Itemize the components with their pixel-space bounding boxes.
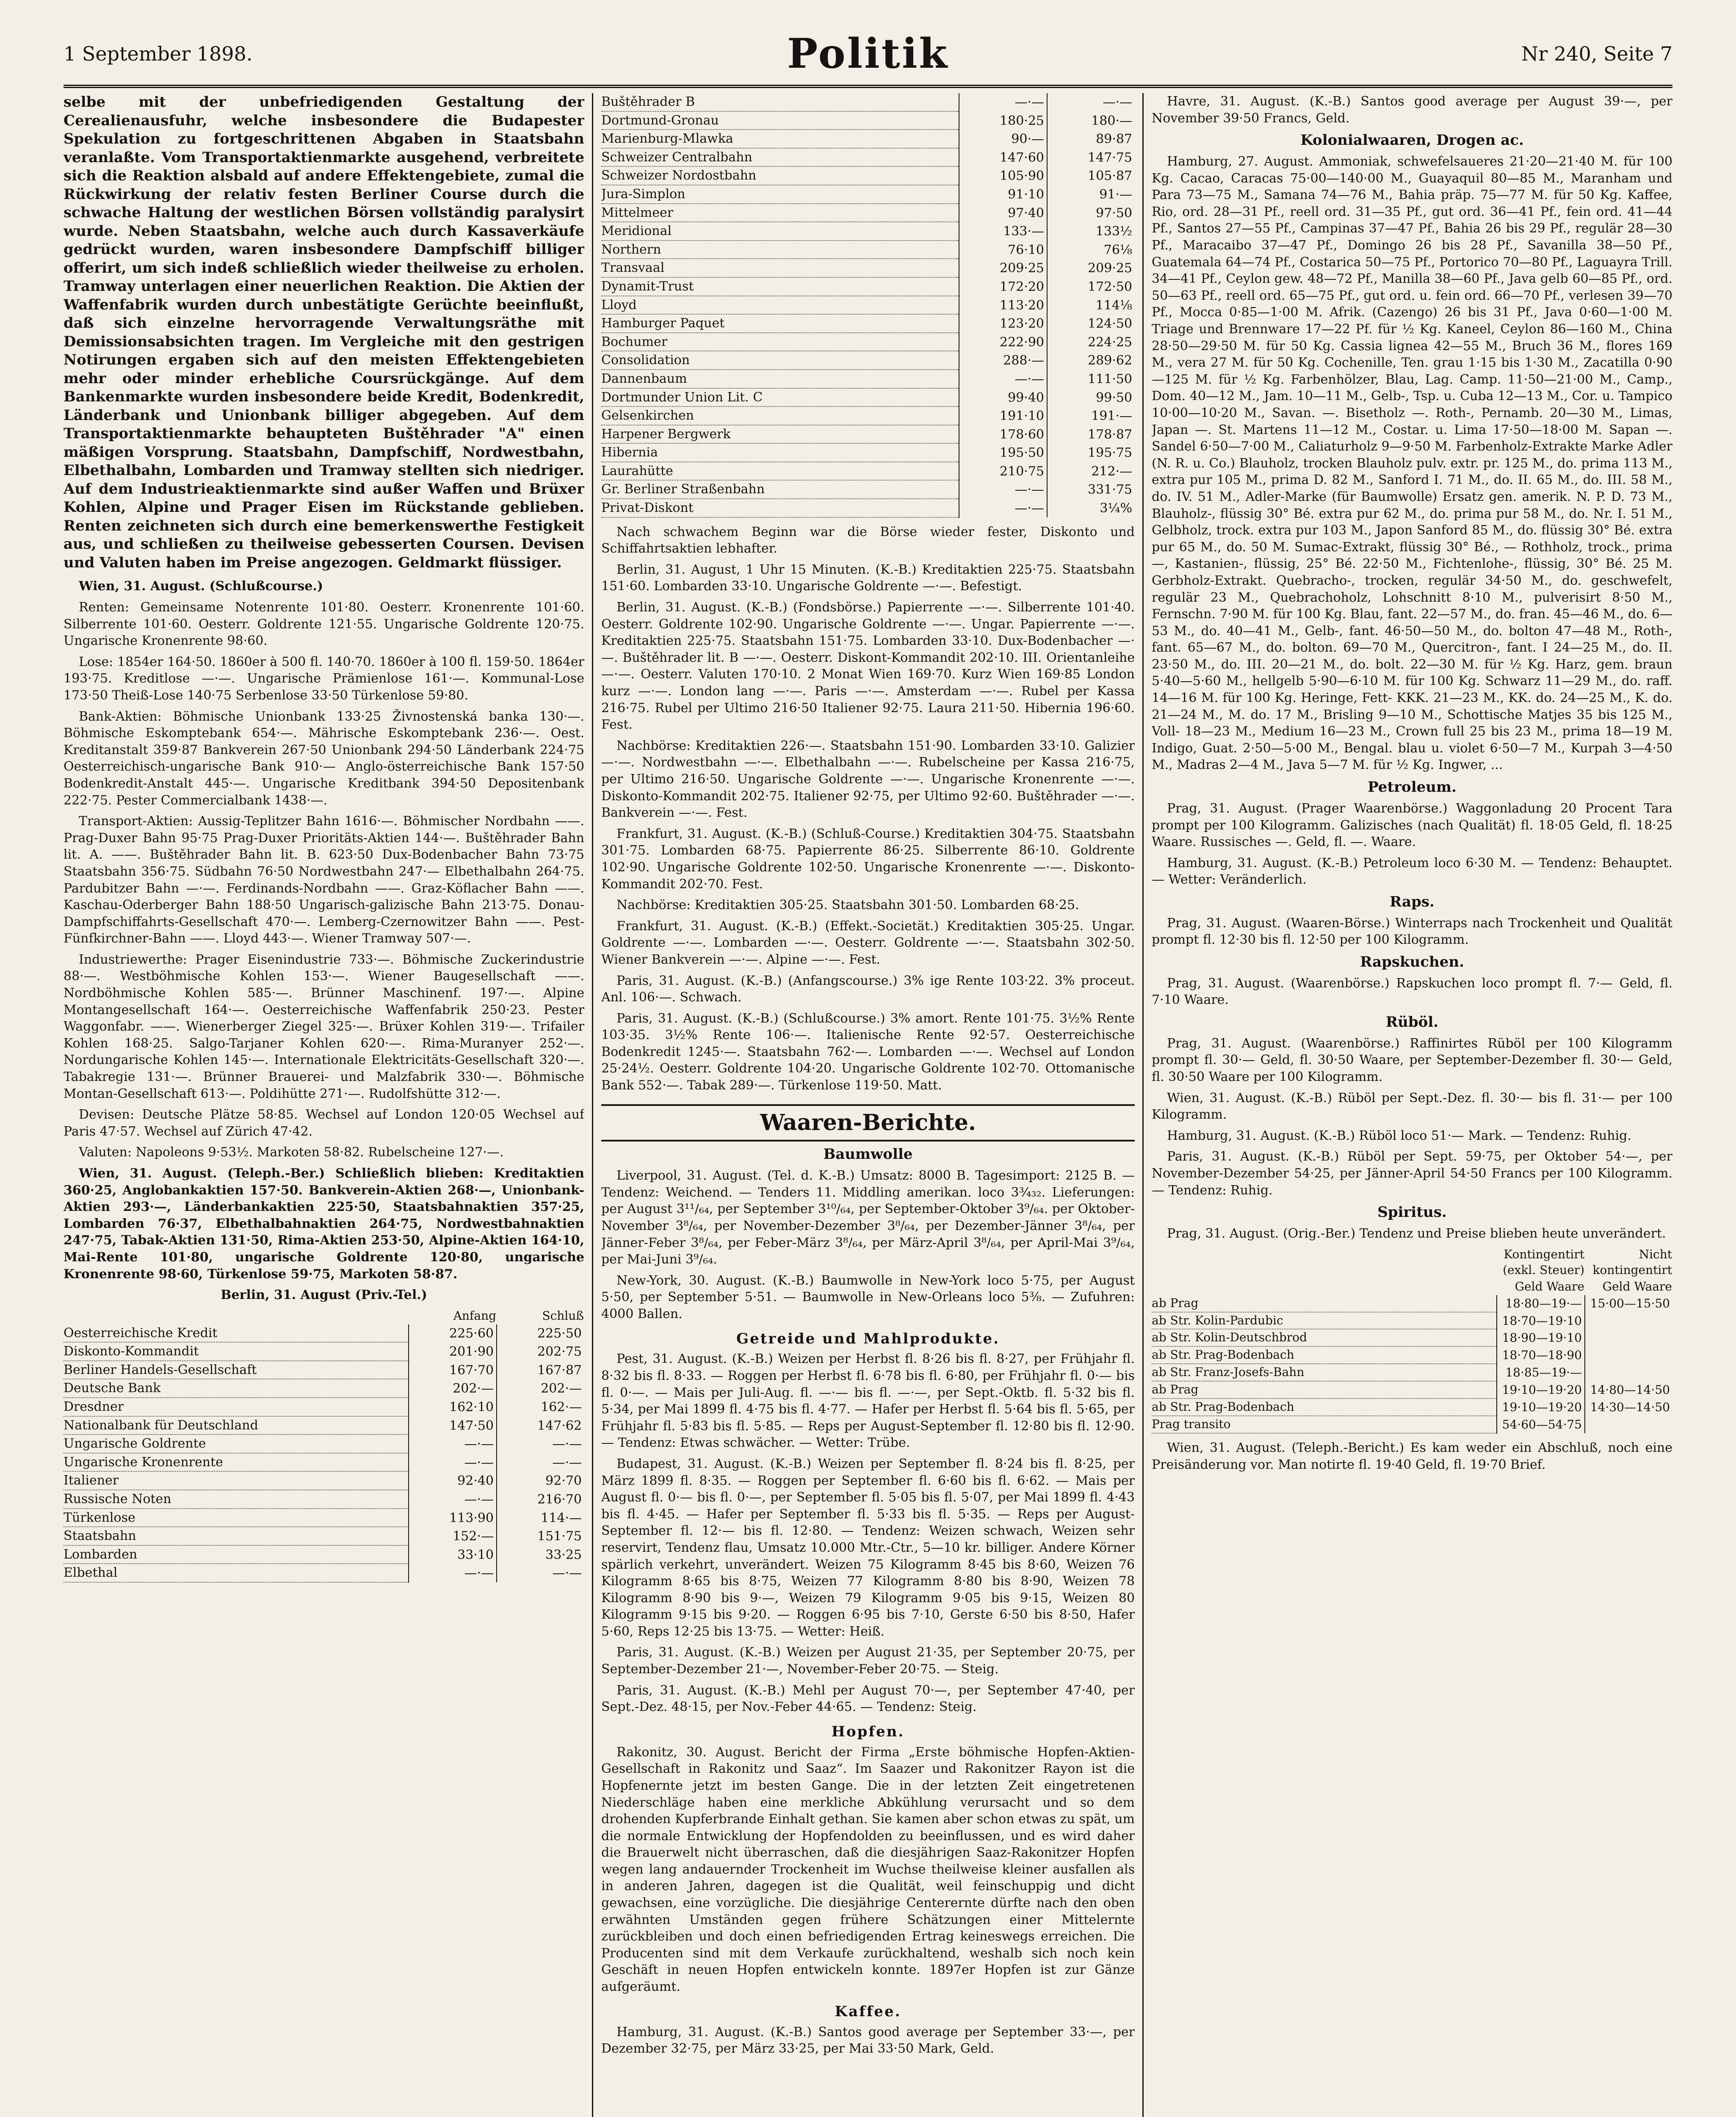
table-row <box>601 406 1135 425</box>
petroleum-prag: Prag, 31. August. (Prager Waarenbörse.) Waggonladung 20 Procent Tara prompt per 100 Kilogramm. Galizisches (nach Qualität) fl. 18·05 Geld, fl. 18·25 Waare. Russisches —. Geld, fl. —. Waare. <box>1152 801 1672 850</box>
paris-anfang: Paris, 31. August. (K.-B.) (Anfangscourse.) 3% ige Rente 103·22. 3% proceut. Anl. 106·—. Schwach. <box>601 973 1135 1005</box>
pest-report-2: Budapest, 31. August. (K.-B.) Weizen per September fl. 8·24 bis fl. 8·25, per März 1899 fl. 8·35. — Roggen per September fl. 6·60 bis fl. 6·62. — Mais per August fl. 0·— bis fl. 0·—, per September fl. 5·05 bis fl. 5·07, per Mai 1899 fl. 4·43 bis fl. 4·45. — Hafer per September fl. 5·33 bis fl. 5·35. — Reps per August-September fl. 12·— bis fl. 12·80. — Tendenz: Weizen schwach, Weizen sehr reservirt, Tendenz flau, Umsatz 10.000 Mtr.-Ctr., 5—10 kr. billiger. Andere Körner spärlich verkehrt, unverändert. Weizen 75 Kilogramm 8·45 bis 8·60, Weizen 76 Kilogramm 8·65 bis 8·75, Weizen 77 Kilogramm 8·80 bis 8·90, Weizen 78 Kilogramm 8·90 bis 9·—, Weizen 79 Kilogramm 9·05 bis 9·15, Weizen 80 Kilogramm 9·15 bis 9·20. — Roggen 6·95 bis 7·10, Gerste 6·50 bis 8·50, Hafer 5·60, Reps 12·25 bis 13·75. — Wetter: Heiß. <box>601 1456 1135 1639</box>
security-name: Hamburger Paquet <box>601 314 959 333</box>
spiritus-location: ab Str. Franz-Josefs-Bahn <box>1152 1364 1497 1381</box>
table-cell-anfang: 113·20 <box>959 296 1047 315</box>
table-cell-schluss <box>1585 1346 1672 1364</box>
table-cell-anfang: 97·40 <box>959 204 1047 222</box>
petroleum-heading: Petroleum. <box>1368 779 1457 796</box>
table-cell-anfang: 18·85—19·— <box>1497 1364 1585 1381</box>
ruebol-hamburg: Hamburg, 31. August. (K.-B.) Rüböl loco 51·— Mark. — Tendenz: Ruhig. <box>1167 1128 1631 1143</box>
table-cell-schluss: —·— <box>497 1564 584 1582</box>
table-cell-schluss: 209·25 <box>1047 259 1135 277</box>
table-cell-schluss: 224·25 <box>1047 333 1135 351</box>
kaffee-report: Hamburg, 31. August. (K.-B.) Santos good average per September 33·—, per Dezember 32·75, per März 33·25, per Mai 33·50 Mark, Geld. <box>601 2024 1135 2056</box>
table-cell-schluss: 105·87 <box>1047 166 1135 185</box>
rapskuchen-report: Prag, 31. August. (Waarenbörse.) Rapskuchen loco prompt fl. 7·— Geld, fl. 7·10 Waare. <box>1152 976 1672 1008</box>
spiritus-wien: Wien, 31. August. (Teleph.-Bericht.) Es kam weder ein Abschluß, noch eine Preisänderung vor. Man notirte fl. 19·40 Geld, fl. 19·70 Brief. <box>1152 1440 1672 1472</box>
spiritus-location: ab Prag <box>1152 1381 1497 1398</box>
table-row <box>601 204 1135 222</box>
table-cell-schluss: 216·70 <box>497 1490 584 1509</box>
table-cell-anfang: 195·50 <box>959 443 1047 462</box>
security-name: Schweizer Nordostbahn <box>601 166 959 185</box>
paris-weizen: Paris, 31. August. (K.-B.) Weizen per August 21·35, per September 20·75, per September-Dezember 21·—, November-Feber 20·75. — Steig. <box>601 1645 1135 1677</box>
table-cell-schluss <box>1585 1416 1672 1433</box>
security-name: Mittelmeer <box>601 204 959 222</box>
table-row <box>1152 1381 1672 1398</box>
table-row <box>601 333 1135 351</box>
table-cell-anfang: 147·60 <box>959 148 1047 167</box>
petroleum-hamburg: Hamburg, 31. August. (K.-B.) Petroleum loco 6·30 M. — Tendenz: Behauptet. — Wetter: Veränderlich. <box>1152 855 1672 887</box>
berlin-nachboerse: Nachbörse: Kreditaktien 226·—. Staatsbahn 151·90. Lombarden 33·10. Galizier —·—. Nordwestbahn —·—. Elbethalbahn —·—. Rubelscheine per Kassa 216·75, per Ultimo 216·50. Ungarische Goldrente —·—. Ungarische Kronenrente —·—. Diskonto-Kommandit 202·75. Italiener 92·75, per Ultimo 92·60. Buštěhrader —·—. Bankverein —·—. Fest. <box>601 738 1135 821</box>
ruebol-prag: Prag, 31. August. (Waarenbörse.) Raffinirtes Rüböl per 100 Kilogramm prompt fl. 30·— Geld, fl. 30·50 Waare, per September-Dezember fl. 30·— Geld, fl. 30·50 Waare per 100 Kilogramm. <box>1152 1036 1672 1085</box>
spiritus-location: ab Prag <box>1152 1295 1497 1312</box>
table-cell-schluss: 151·75 <box>497 1527 584 1545</box>
table-cell-anfang: 33·10 <box>409 1545 497 1564</box>
table-cell-anfang: —·— <box>409 1434 497 1453</box>
spiritus-header-kontingentirt: Kontingentirt (exkl. Steuer) <box>1503 1247 1584 1277</box>
table-cell-schluss <box>1585 1364 1672 1381</box>
getreide-heading: Getreide und Mahlprodukte. <box>736 1330 1000 1347</box>
table-row <box>64 1361 584 1379</box>
column-3 <box>1152 93 1672 2117</box>
table-row <box>64 1564 584 1582</box>
table-cell-schluss: 202·75 <box>497 1342 584 1361</box>
table-cell-anfang: 19·10—19·20 <box>1497 1381 1585 1398</box>
spiritus-header-nicht-kontingentirt: Nicht kontingentirt <box>1592 1247 1672 1277</box>
security-name: Italiener <box>64 1471 409 1490</box>
table-cell-anfang: 172·20 <box>959 277 1047 296</box>
newyork-report: New-York, 30. August. (K.-B.) Baumwolle in New-York loco 5·75, per August 5·50, per September 5·51. — Baumwolle in New-Orleans loco 5⅜. — Zufuhren: 4000 Ballen. <box>601 1273 1135 1321</box>
hamburg-kolonial-report: Hamburg, 27. August. Ammoniak, schwefelsaueres 21·20—21·40 M. für 100 Kg. Cacao, Caracas 75·00—140·00 M., Guayaquil 80—85 M., Maranham und Para 73—75 M., Samana 74—76 M., Bahia präp. 75—77 M. für 50 Kg. Kaffee, Rio, ord. 28—31 Pf., reell ord. 31—35 Pf., gut ord. 36—41 Pf., fein ord. 41—44 Pf., Santos 27—55 Pf., Campinas 37—47 Pf., Bahia 26 bis 29 Pf., regulär 28—30 Pf., Maracaibo 37—47 Pf., Domingo 26 bis 28 Pf., Savanilla 38—50 Pf., Guatemala 64—74 Pf., Costarica 50—75 Pf., Portorico 70—80 Pf., Laguayra Trill. 34—41 Pf., Ceylon gew. 48—72 Pf., Manilla 38—60 Pf., Java gelb 60—85 Pf., ord. 50—63 Pf., reell ord. 65—75 Pf., gut ord. u. fein ord. 66—70 Pf., verlesen 39—70 Pf., Mocca 0·85—1·00 M. Afrik. (Cazengo) 26 bis 31 Pf., Java 0·60—1·00 M. Triage und Brennware 17—22 Pf. für ½ Kg. Kaneel, Ceylon 86—160 M., China 28·50—29·50 M. für 50 Kg. Cassia lignea 42—55 M., Bruch 36 M., flores 169 M., vera 27 M. für 50 Kg. Cochenille, Ten. grau 1·15 bis 1·30 M., Zacatilla 0·90—125 M. für ½ Kg. Farbenhölzer, Blau, Lag. Camp. 11·50—21·00 M., Camp., Dom. 40—12 M., Jam. 10—11 M., Gelb-, Tsp. u. Cuba 12—13 M., Cor. u. Tampico 10·00—10·20 M., Savan. —. Bisetholz —. Roth-, Pernamb. 20—30 M., Limas, Japan —. St. Martens 11—12 M., Costar. u. Lima 17·50—18·00 M. Sapan —. Sandel 6·50—7·00 M., Caliaturholz 9—9·50 M. Farbenholz-Extrakte Marke Adler (N. R. u. Co.) Blauholz, trocken Blauholz pulv. extr. pr. 125 M., do. prima 113 M., extra pur 105 M., prima D. 82 M., Sanford I. 71 M., do. II. 65 M., do. III. 58 M., do. IV. 51 M., Adler-Marke (für Baumwolle) Ersatz gen. amerik. N. P. D. 73 M., Blauholz-, flüssig 30° Bé. extra pur 62 M., do. prima pur 58 M., do. Nr. I. 51 M., Gelbholz, trock. extra pur 103 M., Japon Sanford 85 M., do. flüssig 30° Bé. extra pur 65 M., do. 50 M. Sumac-Extrakt, flüssig 30° Bé., — Rothholz, trock., prima —, Kastanien-, flüssig, 25° Bé. 22·50 M., Fichtenlohe-, flüssig, 30° Bé. 25 M. Gerbholz-Extrakt. Quebracho-, trocken, regulär 34·50 M., do. geschwefelt, regulär 23 M., Quebrachoholz, Lohschnitt 8·10 M., pulverisirt 8·50 M., Fernschn. 7·90 M. für 100 Kg. Blau, fant. 22—57 M., do. fran. 45—46 M., do. 6—53 M., do. 40—41 M., Gelb-, fant. 46·50—50 M., do. bolton 47—48 M., Roth-, fant. 65—67 M., do. bolton. 69—70 M., Quercitron-, fant. I 24—25 M., do. II. 23·50 M., do. III. 20—21 M., do. bolt. 22—30 M. für ½ Kg. Harz, gem. braun 5·40—5·60 M., hellgelb 5·90—6·10 M. für 100 Kg. Schwarz 11—29 M., do. raff. 14—16 M. für 100 Kg. Heringe, Fett- KKK. 21—23 M., KK. do. 24—25 M., K. do. 21—24 M., M. do. 17 M., Brisling 9—10 M., Schottische Matjes 35 bis 125 M., Voll- 18—23 M., Medium 16—23 M., Crown full 25 bis 23 M., prima 18—19 M. Indigo, Guat. 2·50—5·00 M., Bengal. blau u. violet 6·50—7 M., Kurpah 3—4·50 M., Madras 2—4 M., Java 5—7 M. für ½ Kg. Ingwer, ... <box>1152 154 1672 773</box>
table-cell-anfang: —·— <box>409 1453 497 1472</box>
industriewerthe-paragraph: Industriewerthe: Prager Eisenindustrie 733·—. Böhmische Zuckerindustrie 88·—. Westböhmische Kohlen 153·—. Wiener Baugesellschaft ——. Nordböhmische Kohlen 585·—. Brünner Maschinenf. 197·—. Alpine Montangesellschaft 164·—. Oesterreichische Waffenfabrik 250·23. Pester Waggonfabr. ——. Wienerberger Ziegel 325·—. Brüxer Kohlen 319·—. Trifailer Kohlen 168·25. Salgo-Tarjaner Kohlen 620·—. Rima-Muranyer 252·—. Nordungarische Kohlen 145·—. Internationale Elektricitäts-Gesellschaft 320·—. Tabakregie 131·—. Brünner Brauerei- und Malzfabrik 330·—. Böhmische Montan-Gesellschaft 613·—. Poldihütte 271·—. Rudolfshütte 312·—. <box>64 952 584 1101</box>
ruebol-wien: Wien, 31. August. (K.-B.) Rüböl per Sept.-Dez. fl. 30·— bis fl. 31·— per 100 Kilogramm. <box>1152 1090 1672 1122</box>
table-cell-anfang: 133·— <box>959 222 1047 240</box>
frankfurt-societaet: Frankfurt, 31. August. (K.-B.) (Effekt.-Societät.) Kreditaktien 305·25. Ungar. Goldrente —·—. Lombarden —·—. Oesterr. Goldrente —·—. Staatsbahn 302·50. Wiener Bankverein —·—. Alpine —·—. Fest. <box>601 918 1135 967</box>
table-cell-anfang: 18·80—19·— <box>1497 1295 1585 1312</box>
security-name: Privat-Diskont <box>601 499 959 517</box>
page-header <box>64 25 1672 88</box>
security-name: Dortmunder Union Lit. C <box>601 388 959 407</box>
table-cell-anfang: 222·90 <box>959 333 1047 351</box>
table-cell-schluss: 147·75 <box>1047 148 1135 167</box>
security-name: Meridional <box>601 222 959 240</box>
table-cell-schluss <box>1585 1329 1672 1346</box>
table-row <box>64 1490 584 1509</box>
security-name: Berliner Handels-Gesellschaft <box>64 1361 409 1379</box>
column-header-schluss: Schluß <box>542 1308 584 1323</box>
table-cell-anfang: 91·10 <box>959 185 1047 204</box>
table-cell-anfang: 180·25 <box>959 111 1047 130</box>
column-1 <box>64 93 584 2117</box>
table-row <box>64 1434 584 1453</box>
security-name: Ungarische Kronenrente <box>64 1453 409 1472</box>
liverpool-report: Liverpool, 31. August. (Tel. d. K.-B.) Umsatz: 8000 B. Tagesimport: 2125 B. — Tendenz: Weichend. — Tenders 11. Middling amerikan. loco 3¾₃₂. Lieferungen: per August 3¹¹/₆₄, per September 3¹⁰/₆₄, per September-Oktober 3⁹/₆₄. per Oktober-November 3⁸/₆₄, per November-Dezember 3⁸/₆₄, per Dezember-Jänner 3⁸/₆₄, per Jänner-Feber 3⁸/₆₄, per Feber-März 3⁸/₆₄, per März-April 3⁸/₆₄, per April-Mai 3⁹/₆₄, per Mai-Juni 3⁹/₆₄. <box>601 1168 1135 1267</box>
table-cell-schluss: 331·75 <box>1047 480 1135 499</box>
table-row <box>601 130 1135 148</box>
spiritus-intro: Prag, 31. August. (Orig.-Ber.) Tendenz und Preise blieben heute unverändert. <box>1167 1226 1666 1241</box>
table-row <box>64 1545 584 1564</box>
header-page-number: Nr 240, Seite 7 <box>1521 42 1672 65</box>
security-name: Transvaal <box>601 259 959 277</box>
table-cell-schluss: 178·87 <box>1047 425 1135 444</box>
security-name: Marienburg-Mlawka <box>601 130 959 148</box>
table-cell-schluss: 124·50 <box>1047 314 1135 333</box>
table-row <box>601 296 1135 315</box>
table-cell-anfang: 90·— <box>959 130 1047 148</box>
baumwolle-heading: Baumwolle <box>823 1146 913 1163</box>
table-cell-schluss: 114·— <box>497 1509 584 1527</box>
table-cell-anfang: 123·20 <box>959 314 1047 333</box>
table-cell-anfang: 225·60 <box>409 1324 497 1343</box>
table-cell-schluss: 172·50 <box>1047 277 1135 296</box>
table-row <box>64 1416 584 1435</box>
table-row <box>601 166 1135 185</box>
pest-report-1: Pest, 31. August. (K.-B.) Weizen per Herbst fl. 8·26 bis fl. 8·27, per Frühjahr fl. 8·32 bis fl. 8·33. — Roggen per Herbst fl. 6·78 bis fl. 6·80, per Frühjahr fl. 0·— bis fl. 0·—. — Mais per Juli-Aug. fl. —·— bis fl. —·—, per Sept.-Oktb. fl. 5·32 bis fl. 5·34, per Mai 1899 fl. 4·75 bis fl. 4·77. — Hafer per Herbst fl. 5·64 bis fl. 5·65, per Frühjahr fl. 5·83 bis fl. 5·85. — Reps per August-September fl. 12·80 bis fl. 12·90. — Tendenz: Etwas schwächer. — Wetter: Trübe. <box>601 1351 1135 1451</box>
table-cell-schluss: 97·50 <box>1047 204 1135 222</box>
table-row <box>601 443 1135 462</box>
course-table-continued <box>601 93 1135 518</box>
havre-report: Havre, 31. August. (K.-B.) Santos good average per August 39·—, per November 39·50 Francs, Geld. <box>1152 94 1672 126</box>
table-row <box>1152 1295 1672 1312</box>
table-cell-schluss: 76⅛ <box>1047 240 1135 259</box>
table-cell-schluss: 99·50 <box>1047 388 1135 407</box>
security-name: Gelsenkirchen <box>601 406 959 425</box>
table-row <box>601 480 1135 499</box>
table-cell-schluss: 167·87 <box>497 1361 584 1379</box>
table-row <box>1152 1329 1672 1346</box>
header-date: 1 September 1898. <box>64 42 253 65</box>
valuten-paragraph: Valuten: Napoleons 9·53½. Markoten 58·82. Rubelscheine 127·—. <box>79 1145 504 1160</box>
table-cell-schluss: 14·30—14·50 <box>1585 1398 1672 1416</box>
table-row <box>64 1453 584 1472</box>
security-name: Consolidation <box>601 351 959 370</box>
table-cell-schluss: 133½ <box>1047 222 1135 240</box>
table-row <box>1152 1346 1672 1364</box>
header-section-title: Politik <box>787 30 949 77</box>
security-name: Dortmund-Gronau <box>601 111 959 130</box>
raps-heading: Raps. <box>1390 893 1435 910</box>
table-row <box>601 314 1135 333</box>
table-row <box>601 370 1135 388</box>
table-row <box>1152 1398 1672 1416</box>
table-cell-anfang: —·— <box>959 499 1047 517</box>
spiritus-sub-waare: Waare <box>1546 1279 1584 1293</box>
table-cell-schluss: 225·50 <box>497 1324 584 1343</box>
security-name: Lombarden <box>64 1545 409 1564</box>
security-name: Elbethal <box>64 1564 409 1582</box>
table-cell-anfang: 288·— <box>959 351 1047 370</box>
table-cell-anfang: 18·70—19·10 <box>1497 1312 1585 1329</box>
table-cell-anfang: 201·90 <box>409 1342 497 1361</box>
security-name: Russische Noten <box>64 1490 409 1509</box>
table-row <box>601 148 1135 167</box>
ruebol-heading: Rüböl. <box>1385 1014 1439 1031</box>
table-cell-schluss: 111·50 <box>1047 370 1135 388</box>
spiritus-heading: Spiritus. <box>1377 1204 1447 1221</box>
table-cell-schluss: 289·62 <box>1047 351 1135 370</box>
table-cell-anfang: 210·75 <box>959 462 1047 481</box>
security-name: Buštěhrader B <box>601 93 959 111</box>
table-cell-anfang: —·— <box>959 480 1047 499</box>
table-cell-schluss: 147·62 <box>497 1416 584 1435</box>
table-cell-schluss: —·— <box>497 1434 584 1453</box>
table-row <box>601 185 1135 204</box>
kolonialwaaren-heading: Kolonialwaaren, Drogen ac. <box>1300 132 1524 149</box>
table-cell-anfang: 209·25 <box>959 259 1047 277</box>
column-rule <box>592 93 593 2117</box>
table-cell-anfang: —·— <box>409 1564 497 1582</box>
renten-paragraph: Renten: Gemeinsame Notenrente 101·80. Oesterr. Kronenrente 101·60. Silberrente 101·60. Oesterr. Goldrente 121·55. Ungarische Goldrente 120·75. Ungarische Kronenrente 98·60. <box>64 600 584 649</box>
table-cell-anfang: 99·40 <box>959 388 1047 407</box>
berlin-course-table <box>64 1308 584 1583</box>
table-cell-anfang: —·— <box>959 93 1047 111</box>
transport-aktien-paragraph: Transport-Aktien: Aussig-Teplitzer Bahn 1616·—. Böhmischer Nordbahn ——. Prag-Duxer Bahn 95·75 Prag-Duxer Prioritäts-Aktien 144·—. Buštěhrader Bahn lit. A. ——. Buštěhrader Bahn lit. B. 623·50 Dux-Bodenbacher Bahn 73·75 Staatsbahn 356·75. Südbahn 76·50 Nordwestbahn 247·— Elbethalbahn 264·75. Pardubitzer Bahn —·—. Ferdinands-Nordbahn ——. Graz-Köflacher Bahn ——. Kaschau-Oderberger Bahn 188·50 Ungarisch-galizische Bahn 213·75. Donau-Dampfschiffahrts-Gesellschaft 470·—. Lemberg-Czernowitzer Bahn ——. Pest-Fünfkirchner-Bahn ——. Lloyd 443·—. Wiener Tramway 507·—. <box>64 814 584 946</box>
security-name: Dresdner <box>64 1398 409 1416</box>
lose-paragraph: Lose: 1854er 164·50. 1860er à 500 fl. 140·70. 1860er à 100 fl. 159·50. 1864er 193·75. Kreditlose —·—. Ungarische Prämienlose 161·—. Kommunal-Lose 173·50 Theiß-Lose 140·75 Serbenlose 33·50 Türkenlose 59·80. <box>64 654 584 703</box>
wien-telegram-paragraph: Wien, 31. August. (Teleph.-Ber.) Schließlich blieben: Kreditaktien 360·25, Anglobankaktien 157·50. Bankverein-Aktien 268·—, Unionbank-Aktien 293·—, Länderbankaktien 225·50, Staatsbahnaktien 357·25, Lombarden 76·37, Elbethalbahnaktien 264·75, Nordwestbahnaktien 247·75, Tabak-Aktien 131·50, Rima-Aktien 253·50, Alpine-Aktien 164·10, Mai-Rente 101·80, ungarische Goldrente 120·80, ungarische Kronenrente 98·60, Türkenlose 59·75, Markoten 58·87. <box>64 1166 584 1282</box>
table-cell-schluss: 91·— <box>1047 185 1135 204</box>
table-row <box>601 111 1135 130</box>
spiritus-sub-geld: Geld <box>1515 1279 1543 1293</box>
spiritus-sub-waare: Waare <box>1634 1279 1672 1293</box>
table-row <box>601 277 1135 296</box>
frankfurt-nachboerse: Nachbörse: Kreditaktien 305·25. Staatsbahn 301·50. Lombarden 68·25. <box>616 898 1079 913</box>
security-name: Gr. Berliner Straßenbahn <box>601 480 959 499</box>
berlin-fondsboerse: Berlin, 31. August. (K.-B.) (Fondsbörse.) Papierrente —·—. Silberrente 101·40. Oesterr. Goldrente 102·90. Ungarische Goldrente —·—. Ungar. Papierrente —·—. Kreditaktien 225·75. Staatsbahn 151·75. Lombarden 33·10. Dux-Bodenbacher —·—. Buštěhrader lit. B —·—. Oesterr. Diskont-Kommandit 202·10. III. Orientanleihe —·—. Oesterr. Valuten 170·10. 2 Monat Wien 169·70. Kurz Wien 169·85 London kurz —·—. London lang —·—. Paris —·—. Amsterdam —·—. Rubel per Kassa 216·75. Rubel per Ultimo 216·50 Italiener 92·75. Laura 211·50. Hibernia 196·60. Fest. <box>601 600 1135 732</box>
table-cell-schluss: 162·— <box>497 1398 584 1416</box>
wien-closing-head: Wien, 31. August. (Schlußcourse.) <box>79 579 323 594</box>
table-cell-schluss: 191·— <box>1047 406 1135 425</box>
table-cell-anfang: 19·10—19·20 <box>1497 1398 1585 1416</box>
table-cell-schluss: 15·00—15·50 <box>1585 1295 1672 1312</box>
rapskuchen-heading: Rapskuchen. <box>1360 953 1464 970</box>
security-name: Dannenbaum <box>601 370 959 388</box>
table-row <box>601 425 1135 444</box>
table-cell-schluss: 195·75 <box>1047 443 1135 462</box>
security-name: Deutsche Bank <box>64 1379 409 1398</box>
kaffee-heading: Kaffee. <box>835 2003 901 2020</box>
table-row <box>64 1324 584 1343</box>
table-cell-schluss: 212·— <box>1047 462 1135 481</box>
table-cell-anfang: 18·90—19·10 <box>1497 1329 1585 1346</box>
ruebol-paris: Paris, 31. August. (K.-B.) Rüböl per Sept. 59·75, per Oktober 54·—, per November-Dezember 54·25, per Jänner-April 54·50 Francs per 100 Kilogramm. — Tendenz: Ruhig. <box>1152 1149 1672 1198</box>
table-row <box>601 93 1135 111</box>
table-cell-anfang: 162·10 <box>409 1398 497 1416</box>
table-row <box>64 1471 584 1490</box>
table-cell-anfang: 167·70 <box>409 1361 497 1379</box>
table-cell-schluss: 114⅛ <box>1047 296 1135 315</box>
table-row <box>64 1342 584 1361</box>
column-2 <box>601 93 1135 2117</box>
table-row <box>64 1398 584 1416</box>
table-cell-anfang: 147·50 <box>409 1416 497 1435</box>
table-row <box>601 222 1135 240</box>
bank-aktien-paragraph: Bank-Aktien: Böhmische Unionbank 133·25 Živnostenská banka 130·—. Böhmische Eskomptebank 654·—. Mährische Eskomptebank 236·—. Oest. Kreditanstalt 359·87 Bankverein 267·50 Unionbank 294·50 Länderbank 224·75 Oesterreichisch-ungarische Bank 910·— Anglo-österreichische Bank 157·50 Bodenkredit-Anstalt 445·—. Ungarische Kreditbank 394·50 Depositenbank 222·75. Pester Commercialbank 1438·—. <box>64 709 584 808</box>
table-cell-anfang: 76·10 <box>959 240 1047 259</box>
paris-mehl: Paris, 31. August. (K.-B.) Mehl per August 70·—, per September 47·40, per Sept.-Dez. 48·15, per Nov.-Feber 44·65. — Tendenz: Steig. <box>601 1683 1135 1715</box>
table-row <box>1152 1312 1672 1329</box>
frankfurt-schluss: Frankfurt, 31. August. (K.-B.) (Schluß-Course.) Kreditaktien 304·75. Staatsbahn 301·75. Lombarden 68·75. Papierrente 86·25. Silberrente 86·10. Goldrente 102·90. Ungarische Goldrente 102·50. Ungarische Kronenrente —·—. Diskonto-Kommandit 202·70. Fest. <box>601 826 1135 892</box>
table-cell-schluss: 180·— <box>1047 111 1135 130</box>
table-cell-schluss: 202·— <box>497 1379 584 1398</box>
security-name: Lloyd <box>601 296 959 315</box>
table-cell-anfang: 178·60 <box>959 425 1047 444</box>
spiritus-sub-geld: Geld <box>1602 1279 1631 1293</box>
berlin-head: Berlin, 31. August (Priv.-Tel.) <box>221 1288 427 1303</box>
berlin-summary: Nach schwachem Beginn war die Börse wieder fester, Diskonto und Schiffahrtsaktien lebhafter. <box>601 524 1135 556</box>
spiritus-location: ab Str. Prag-Bodenbach <box>1152 1398 1497 1416</box>
security-name: Bochumer <box>601 333 959 351</box>
table-cell-anfang: 113·90 <box>409 1509 497 1527</box>
security-name: Ungarische Goldrente <box>64 1434 409 1453</box>
table-cell-anfang: 105·90 <box>959 166 1047 185</box>
table-row <box>601 499 1135 517</box>
paris-schluss: Paris, 31. August. (K.-B.) (Schlußcourse.) 3% amort. Rente 101·75. 3½% Rente 103·35. 3½% Rente 106·—. Italienische Rente 92·57. Oesterreichische Bodenkredit 1245·—. Staatsbahn 762·—. Lombarden —·—. Wechsel auf London 25·24½. Oesterr. Goldrente 104·20. Ungarische Goldrente 102·70. Ottomanische Bank 552·—. Tabak 289·—. Türkenlose 119·50. Matt. <box>601 1011 1135 1093</box>
table-row <box>601 351 1135 370</box>
table-cell-schluss: 33·25 <box>497 1545 584 1564</box>
table-cell-anfang: 202·— <box>409 1379 497 1398</box>
table-cell-anfang: —·— <box>409 1490 497 1509</box>
security-name: Dynamit-Trust <box>601 277 959 296</box>
column-header-anfang: Anfang <box>453 1308 496 1323</box>
security-name: Türkenlose <box>64 1509 409 1527</box>
devisen-paragraph: Devisen: Deutsche Plätze 58·85. Wechsel auf London 120·05 Wechsel auf Paris 47·57. Wechsel auf Zürich 47·42. <box>64 1107 584 1139</box>
table-cell-schluss: —·— <box>1047 93 1135 111</box>
table-cell-anfang: 92·40 <box>409 1471 497 1490</box>
column-rule <box>1142 93 1144 2117</box>
spiritus-location: ab Str. Prag-Bodenbach <box>1152 1346 1497 1364</box>
spiritus-table <box>1152 1246 1672 1434</box>
table-row <box>601 240 1135 259</box>
security-name: Harpener Bergwerk <box>601 425 959 444</box>
raps-report: Prag, 31. August. (Waaren-Börse.) Winterraps nach Trockenheit und Qualität prompt fl. 12·30 bis fl. 12·50 per 100 Kilogramm. <box>1152 915 1672 948</box>
table-row <box>601 259 1135 277</box>
table-cell-anfang: 191·10 <box>959 406 1047 425</box>
table-cell-anfang: 152·— <box>409 1527 497 1545</box>
berlin-report-2: Berlin, 31. August, 1 Uhr 15 Minuten. (K.-B.) Kreditaktien 225·75. Staatsbahn 151·60. Lombarden 33·10. Ungarische Goldrente —·—. Befestigt. <box>601 562 1135 594</box>
table-cell-anfang: 54·60—54·75 <box>1497 1416 1585 1433</box>
table-row <box>1152 1416 1672 1433</box>
waaren-berichte-heading: Waaren-Berichte. <box>601 1104 1135 1142</box>
spiritus-location: Prag transito <box>1152 1416 1497 1433</box>
table-row <box>601 388 1135 407</box>
security-name: Schweizer Centralbahn <box>601 148 959 167</box>
table-row <box>64 1527 584 1545</box>
hopfen-report: Rakonitz, 30. August. Bericht der Firma „Erste böhmische Hopfen-Aktien-Gesellschaft in Rakonitz und Saaz“. Im Saazer und Rakonitzer Rayon ist die Hopfenernte jetzt im besten Gange. Die in der letzten Zeit eingetretenen Niederschläge haben eine merkliche Abkühlung verursacht und so dem drohenden Kupferbrande Einhalt gethan. Sie kamen aber schon etwas zu spät, um die normale Entwicklung der Hopfendolden zu beeinflussen, und es wird daher die Brauerwelt nicht überraschen, daß die diesjährigen Saaz-Rakonitzer Hopfen wegen lang andauernder Trockenheit im Wuchse theilweise kleiner ausfallen als in anderen Jahren, dagegen ist die Qualität, weil feinschuppig und dicht gewachsen, eine vorzügliche. Die diesjährige Centerernte dürfte nach den oben erwähnten Umständen gegen frühere Schätzungen einer Mittelernte zurückbleiben und doch einen befriedigenden Ertrag keineswegs erreichen. Die Producenten sind mit dem Verkaufe zurückhaltend, weshalb sich noch kein Geschäft in neuen Hopfen entwickeln konnte. 1897er Hopfen ist zur Gänze aufgeräumt. <box>601 1744 1135 1995</box>
table-cell-schluss: 89·87 <box>1047 130 1135 148</box>
security-name: Diskonto-Kommandit <box>64 1342 409 1361</box>
security-name: Oesterreichische Kredit <box>64 1324 409 1343</box>
table-cell-schluss: 3¼% <box>1047 499 1135 517</box>
security-name: Laurahütte <box>601 462 959 481</box>
market-report-lede: selbe mit der unbefriedigenden Gestaltung der Cerealienausfuhr, welche insbesondere die Budapester Spekulation zu fortgeschrittenen Abgaben in Staatsbahn veranlaßte. Vom Transportaktienmarkte ausgehend, verbreitete sich die Reaktion alsbald auf andere Effektengebiete, zumal die Rückwirkung der relativ festen Berliner Course durch die schwache Haltung der westlichen Börsen vollständig paralysirt wurde. Neben Staatsbahn, welche auch durch Kassaverkäufe gedrückt wurden, waren insbesondere Dampfschiff billiger offerirt, um sich indeß schließlich wieder theilweise zu erholen. Tramway unterlagen einer neuerlichen Reaktion. Die Aktien der Waffenfabrik wurden durch unbestätigte Gerüchte beeinflußt, daß sich einzelne hervorragende Verwaltungsräthe mit Demissionsabsichten tragen. Im Vergleiche mit den gestrigen Notirungen ergaben sich auf den meisten Effektengebieten mehr oder minder erhebliche Coursrückgänge. Auf dem Bankenmarkte wurden insbesondere beide Kredit, Bodenkredit, Länderbank und Unionbank billiger abgegeben. Auf dem Transportaktienmarkte behaupteten Buštěhrader "A" einen mäßigen Vorsprung. Staatsbahn, Dampfschiff, Nordwestbahn, Elbethalbahn, Lombarden und Tramway stellten sich niedriger. Auf dem Industrieaktienmarkte sind außer Waffen und Brüxer Kohlen, Alpine und Prager Eisen im Rückstande geblieben. Renten zeichneten sich durch eine bemerkenswerthe Festigkeit aus, und schließen zu theilweise gebesserten Coursen. Devisen und Valuten haben im Preise angezogen. Geldmarkt flüssiger. <box>64 94 584 571</box>
table-cell-schluss: 92·70 <box>497 1471 584 1490</box>
security-name: Staatsbahn <box>64 1527 409 1545</box>
security-name: Northern <box>601 240 959 259</box>
security-name: Jura-Simplon <box>601 185 959 204</box>
table-row <box>64 1509 584 1527</box>
table-row <box>601 462 1135 481</box>
table-row <box>64 1379 584 1398</box>
table-cell-anfang: 18·70—18·90 <box>1497 1346 1585 1364</box>
table-cell-anfang: —·— <box>959 370 1047 388</box>
table-row <box>1152 1364 1672 1381</box>
hopfen-heading: Hopfen. <box>831 1723 905 1740</box>
security-name: Nationalbank für Deutschland <box>64 1416 409 1435</box>
table-cell-schluss: —·— <box>497 1453 584 1472</box>
spiritus-location: ab Str. Kolin-Pardubic <box>1152 1312 1497 1329</box>
table-cell-schluss: 14·80—14·50 <box>1585 1381 1672 1398</box>
spiritus-location: ab Str. Kolin-Deutschbrod <box>1152 1329 1497 1346</box>
security-name: Hibernia <box>601 443 959 462</box>
table-cell-schluss <box>1585 1312 1672 1329</box>
